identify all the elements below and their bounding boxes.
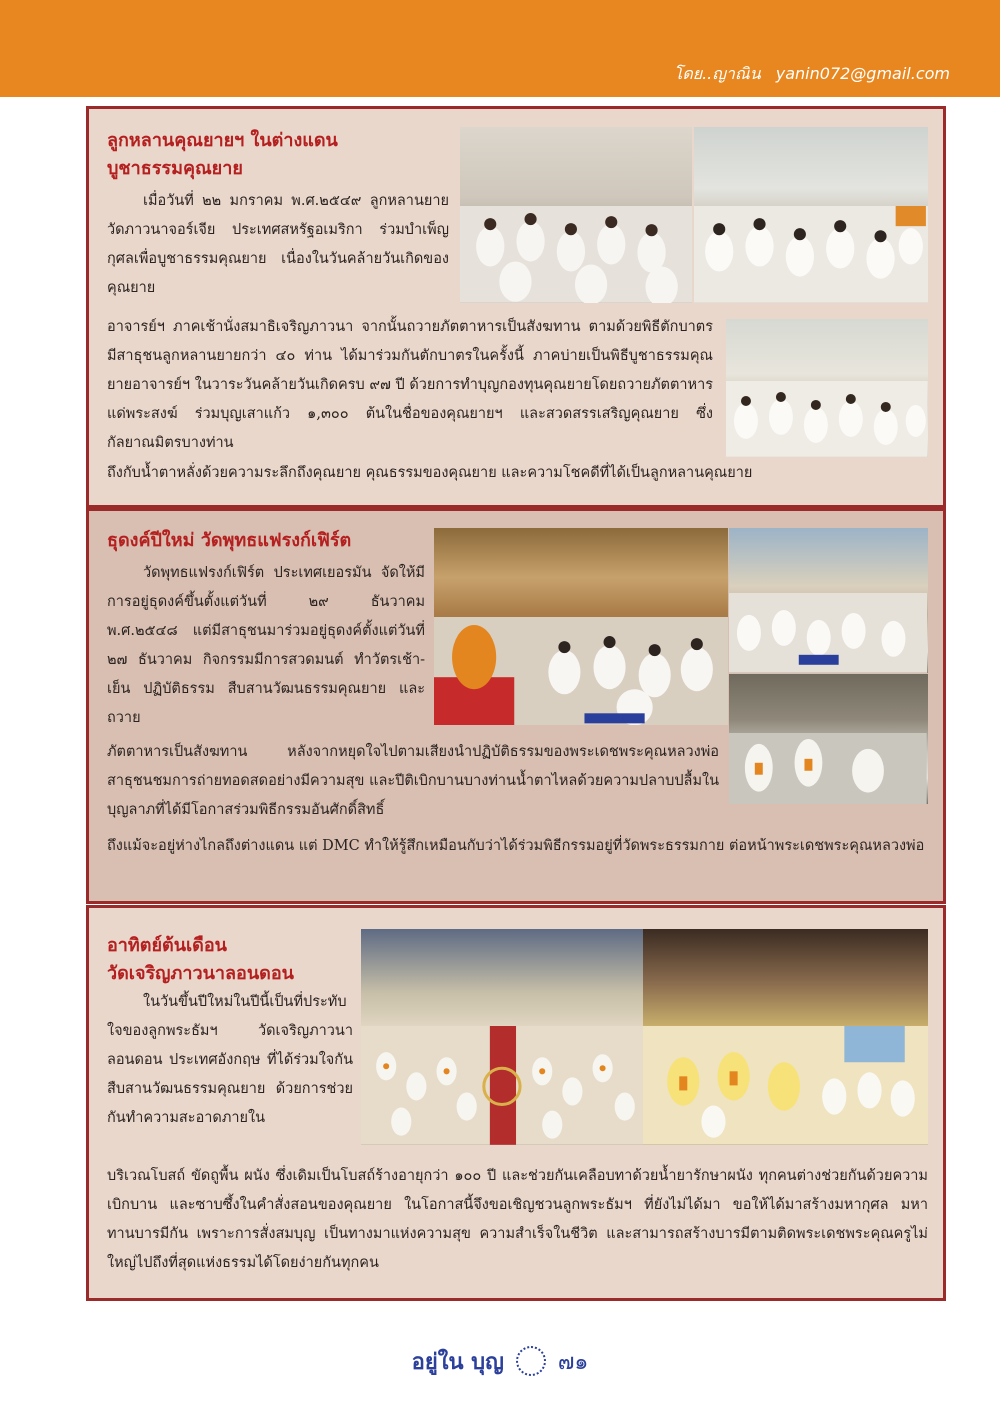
byline: [674, 62, 950, 87]
article-paragraph: ถึงแม้จะอยู่ห่างไกลถึงต่างแดน แต่ DMC ทำให้รู้สึกเหมือนกับว่าได้ร่วมพิธีกรรมอยู่ที่วัดพระธรรมกาย ต่อหน้าพระเดชพระคุณหลวงพ่อ: [107, 838, 925, 854]
photo-shrine-room: [694, 127, 928, 303]
article-paragraph: อาจารย์ฯ ภาคเช้านั่งสมาธิเจริญภาวนา จากนั้นถวายภัตตาหารเป็นสังฆทาน ตามด้วยพิธีตักบาตร มีสาธุชนลูกหลานยายกว่า ๔๐ ท่าน ได้มาร่วมกันตักบาตรในครั้งนี้ ภาคบ่ายเป็นพิธีบูชาธรรมคุณยายอาจารย์ฯ ในวาระวันคล้ายวันเกิดครบ ๙๗ ปี ด้วยการทำบุญกองทุนคุณยายโดยถวายภัตตาหารแด่พระสงฆ์ ร่วมบุญเสาแก้ว ๑,๓๐๐ ต้นในชื่อของคุณยายฯ และสวดสรรเสริญคุณยาย ซึ่งกัลยาณมิตรบางท่าน: [107, 319, 713, 451]
publication-logo: อยู่ใน บุญ: [411, 1348, 504, 1375]
photo-hall-group: [729, 528, 928, 673]
section-title: ลูกหลานคุณยายฯ ในต่างแดน บูชาธรรมคุณยาย: [107, 130, 338, 179]
photo-cleaning-activity: [729, 674, 928, 804]
article-section-2: [86, 508, 946, 904]
photo-monk-ceremony: [434, 528, 728, 725]
section-title: อาทิตย์ต้นเดือน วัดเจริญภาวนาลอนดอน: [107, 935, 294, 984]
article-section-1: [86, 106, 946, 508]
article-paragraph: ถึงกับน้ำตาหลั่งด้วยความระลึกถึงคุณยาย คุณธรรมของคุณยาย และความโชคดีที่ได้เป็นลูกหลานคุณยาย: [107, 465, 753, 481]
article-paragraph: ในวันขึ้นปีใหม่ในปีนี้เป็นที่ประทับใจของลูกพระธัมฯ วัดเจริญภาวนาลอนดอน ประเทศอังกฤษ ที่ได้ร่วมใจกันสืบสานวัฒนธรรมคุณยาย ด้วยการช่วยกันทำความสะอาดภายใน: [107, 994, 353, 1126]
photo-gathering: [726, 319, 928, 457]
article-paragraph: ภัตตาหารเป็นสังฆทาน หลังจากหยุดใจไปตามเสียงนำปฏิบัติธรรมของพระเดชพระคุณหลวงพ่อ สาธุชนชมการถ่ายทอดสดอย่างมีความสุข และปีติเบิกบานบางท่านน้ำตาไหลด้วยความปลาบปลื้มในบุญลาภที่ได้มีโอกาสร่วมพิธีกรรมอันศักดิ์สิทธิ์: [107, 744, 719, 818]
header-bar: [0, 0, 1000, 97]
photo-meditation-hall: [460, 127, 692, 303]
logo-mark-icon: [516, 1346, 546, 1376]
author-email: yanin072@gmail.com: [775, 64, 950, 83]
page-footer: [0, 1336, 1000, 1386]
article-paragraph: เมื่อวันที่ ๒๒ มกราคม พ.ศ.๒๕๔๙ ลูกหลานยายวัดภาวนาจอร์เจีย ประเทศสหรัฐอเมริกา ร่วมบำเพ็ญกุศลเพื่อบูชาธรรมคุณยาย เนื่องในวันคล้ายวันเกิดของคุณยาย: [107, 193, 449, 296]
author-name: โดย..ญาณิน: [673, 64, 761, 83]
article-section-3: [86, 905, 946, 1301]
section-title: ธุดงค์ปีใหม่ วัดพุทธแฟรงก์เฟิร์ต: [107, 530, 352, 551]
article-paragraph: วัดพุทธแฟรงก์เฟิร์ต ประเทศเยอรมัน จัดให้มีการอยู่ธุดงค์ขึ้นตั้งแต่วันที่ ๒๙ ธันวาคม พ.ศ.๒๕๔๘ แต่มีสาธุชนมาร่วมอยู่ธุดงค์ตั้งแต่วันที่ ๒๗ ธันวาคม กิจกรรมมีการสวดมนต์ ทำวัตรเช้า-เย็น ปฏิบัติธรรม สืบสานวัฒนธรรมคุณยาย และถวาย: [107, 565, 425, 726]
article-paragraph: บริเวณโบสถ์ ขัดถูพื้น ผนัง ซึ่งเดิมเป็นโบสถ์ร้างอายุกว่า ๑๐๐ ปี และช่วยกันเคลือบทาด้วยน้ำยารักษาผนัง ทุกคนต่างช่วยกันด้วยความเบิกบาน และซาบซึ้งในคำสั่งสอนของคุณยาย ในโอกาสนี้จึงขอเชิญชวนลูกพระธัมฯ ที่ยังไม่ได้มา ขอให้ได้มาสร้างมหากุศล มหาทานบารมีกัน เพราะการสั่งสมบุญ เป็นทางมาแห่งความสุข ความสำเร็จในชีวิต และสามารถสร้างบารมีตามติดพระเดชพระคุณครูไม่ใหญ่ไปถึงที่สุดแห่งธรรมได้โดยง่ายกันทุกคน: [107, 1168, 928, 1271]
photo-london-temple-hall: [361, 929, 643, 1145]
photo-london-temple-interior: [643, 929, 928, 1145]
page-number: ๗๑: [557, 1349, 589, 1375]
